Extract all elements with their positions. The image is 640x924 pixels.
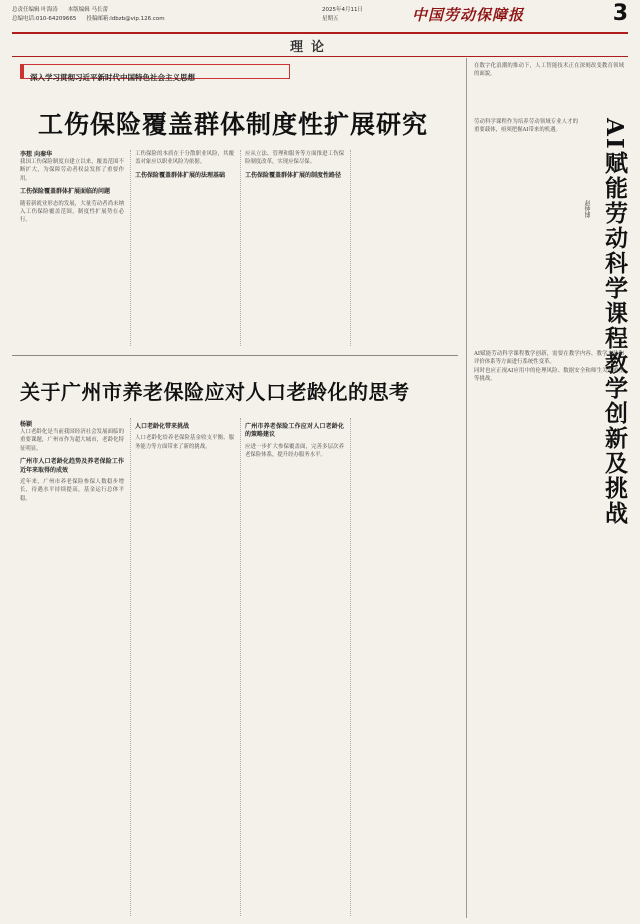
masthead-credits [12, 6, 175, 24]
article2-paragraph: 近年来，广州市养老保险参保人数稳步增长，待遇水平持续提高，基金运行总体平稳。 [20, 479, 124, 502]
article1-paragraph: 随着新就业形态的发展，大量劳动者尚未纳入工伤保险覆盖范围，制度性扩展势在必行。 [20, 200, 124, 224]
article1-column-2 [130, 150, 234, 346]
article2-subhead: 广州市养老保险工作应对人口老龄化的策略建议 [245, 423, 344, 439]
article2-subhead: 广州市人口老龄化趋势及养老保险工作近年来取得的成效 [20, 458, 124, 474]
right-article-paragraph: AI赋能劳动科学课程教学创新，需要在教学内容、教学方法和评价体系等方面进行系统性变革。 [474, 351, 624, 366]
theme-banner-text: 深入学习贯彻习近平新时代中国特色社会主义思想 [30, 73, 195, 82]
editorial-phone: 总编电话:010-64209665 [12, 16, 77, 22]
newspaper-logo: 中国劳动保障报 [412, 6, 525, 24]
issue-date: 2025年4月11日 [322, 7, 363, 13]
right-article-column-1 [474, 118, 578, 346]
article2-paragraph: 人口老龄化给养老保险基金收支平衡、服务能力等方面带来了新的挑战。 [135, 435, 234, 450]
article2-paragraph: 应进一步扩大参保覆盖面，完善多层次养老保险体系，提升经办服务水平。 [245, 443, 344, 459]
article1-column-4 [350, 150, 454, 346]
right-article-author: 赵钟博 [583, 200, 590, 218]
article2-paragraph: 人口老龄化是当前我国经济社会发展面临的重要课题，广州市作为超大城市，老龄化特征明显。 [20, 429, 124, 452]
article1-subhead: 工伤保险覆盖群体扩展的法理基础 [135, 171, 226, 179]
right-article-paragraph: 同时也应正视AI应用中的伦理风险、数据安全和师生关系重塑等挑战。 [474, 367, 624, 383]
article2-subhead: 人口老龄化带来挑战 [135, 423, 190, 430]
page-number: 3 [612, 1, 628, 26]
right-article-column-2 [474, 350, 624, 912]
article2-column-4 [350, 418, 460, 916]
article2-column-1 [20, 428, 124, 916]
article2-column-3 [240, 418, 344, 916]
article2-headline: 关于广州市养老保险应对人口老龄化的思考 [20, 380, 410, 404]
right-article-headline: AI赋能劳动科学课程教学创新及挑战 [601, 118, 628, 526]
page-editor: 本版编辑 马长蕾 [67, 7, 108, 13]
submission-email: 投稿邮箱:ldbzb@vip.126.com [86, 16, 165, 22]
article1-column-1 [20, 158, 124, 346]
article-divider [12, 355, 458, 356]
article1-subhead: 工伤保险覆盖群体扩展的制度性路径 [245, 171, 342, 179]
theme-banner [20, 64, 290, 82]
article1-byline: 李想 向秦华 [20, 151, 53, 158]
article1-paragraph: 工伤保险的本质在于分散职业风险，其覆盖对象应以职业风险为依据。 [135, 151, 234, 166]
article1-subhead: 工伤保险覆盖群体扩展面临的问题 [20, 188, 111, 196]
masthead-date [322, 6, 363, 24]
section-divider [12, 56, 628, 57]
right-column-divider [466, 58, 467, 918]
article1-paragraph: 应从立法、管理和服务等方面推进工伤保险制度改革，实现应保尽保。 [245, 151, 344, 166]
article2-column-2 [130, 418, 234, 916]
right-article-paragraph: 在数字化浪潮的推动下，人工智能技术正在深刻改变教育领域的面貌。 [474, 63, 624, 78]
article2-byline: 杨颖 [20, 421, 33, 428]
article1-column-3 [240, 150, 344, 346]
chief-editor: 总责任编辑 叶海涛 [12, 7, 58, 13]
issue-weekday: 星期五 [322, 16, 339, 22]
article1-headline: 工伤保险覆盖群体制度性扩展研究 [38, 110, 429, 139]
section-header [12, 36, 628, 54]
section-title: 理论 [290, 40, 333, 55]
right-article-intro [474, 62, 624, 114]
article1-paragraph: 我国工伤保险制度自建立以来，覆盖范围不断扩大，为保障劳动者权益发挥了重要作用。 [20, 159, 124, 182]
right-article-paragraph: 劳动科学课程作为培养劳动领域专业人才的重要载体，亟须把握AI带来的机遇。 [474, 119, 578, 134]
masthead [12, 1, 628, 34]
